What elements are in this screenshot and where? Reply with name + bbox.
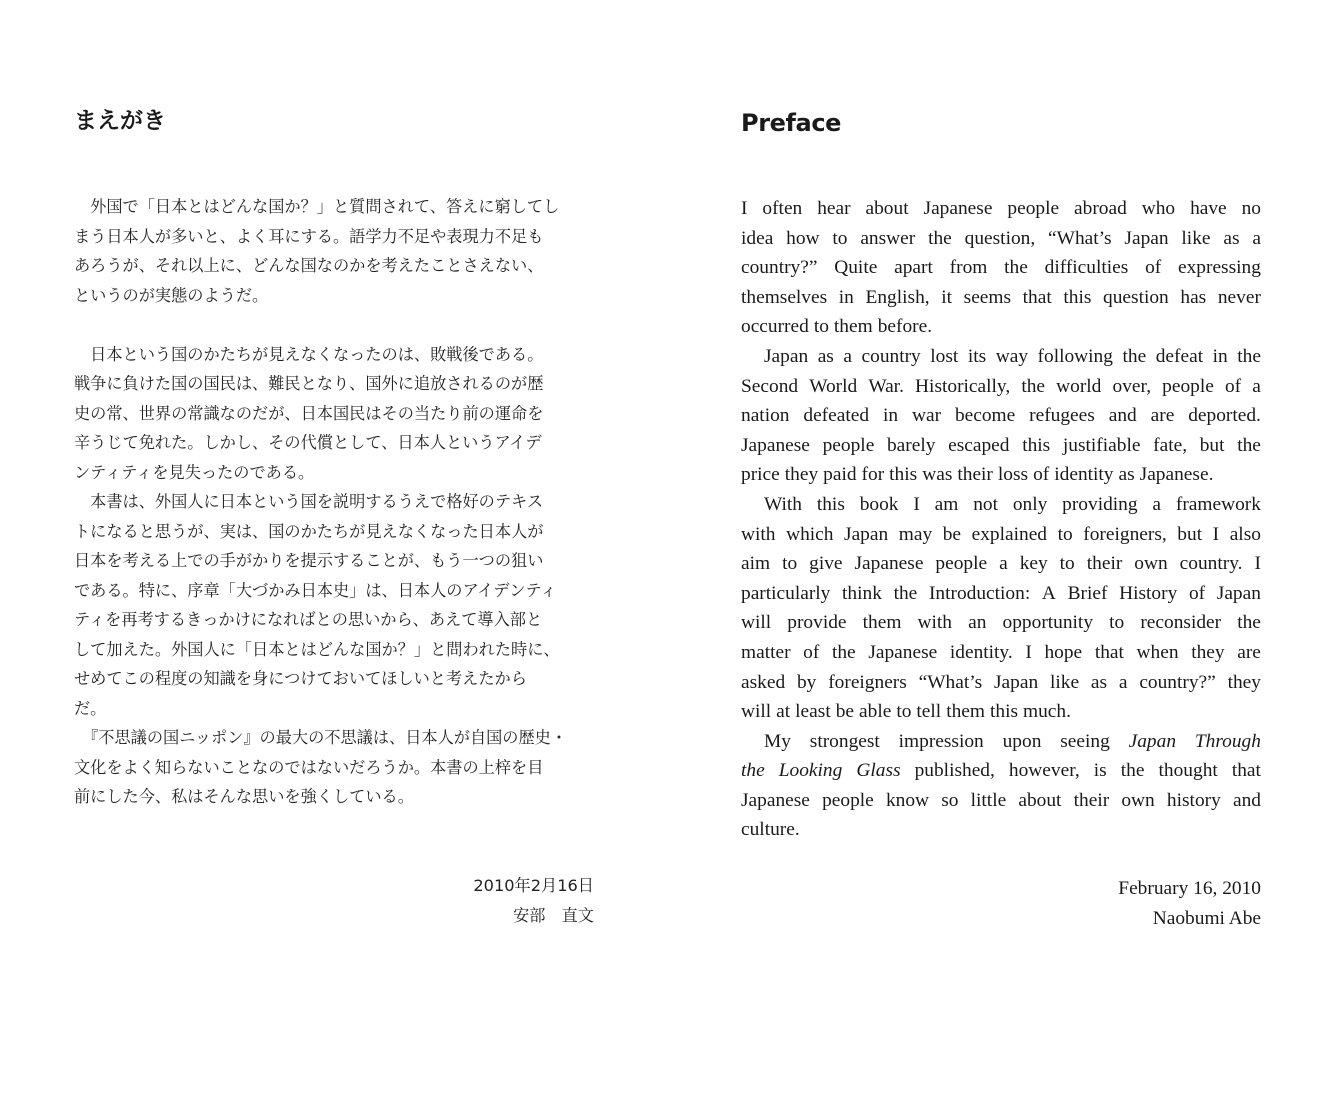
english-text-line [741,372,1261,402]
english-text-line [741,342,1261,372]
word: Japanese [741,434,810,456]
word: provide [787,612,847,634]
word: Japan [994,671,1039,693]
english-signature [1118,874,1261,933]
japanese-text-line: 前にした今、私はそんな思いを強くしている。 [74,787,414,806]
word: has [1180,286,1207,308]
word: to [782,553,798,575]
word: know [885,789,930,811]
word: I [741,198,748,219]
word: question, [964,227,1036,249]
english-text-line [741,283,1261,313]
word: will [741,612,772,634]
paragraph-gap [74,310,594,340]
word: an [968,612,987,634]
word: the [1004,257,1028,279]
word: asked [741,671,786,693]
japanese-text-line: 文化をよく知らないことなのではないだろうか。本書の上梓を目 [74,757,544,777]
word: them [833,316,873,338]
english-text-line [741,579,1261,609]
japanese-text-line: 日本を考える上での手がかりを提示することが、もう一つの狙い [74,551,544,570]
word: their [1073,789,1110,811]
word: impression [898,730,984,752]
word: Japanese. [1139,464,1214,486]
word: defeated [803,405,870,427]
word: apart [894,257,933,279]
english-preface-body [741,194,1261,845]
word: at [776,701,791,723]
word: who [1141,198,1176,219]
japanese-text-line: ティを再考するきっかけになればとの思いから、あえて導入部と [74,610,543,629]
word: “What’s [1048,227,1112,249]
word: them [946,701,985,723]
word: which [786,523,834,545]
word: but [1177,523,1203,545]
word: the [893,582,918,604]
word: as [1118,464,1135,486]
word: the [928,227,952,249]
japanese-text-line: というのが実態のようだ。 [74,285,269,305]
word: in [838,286,854,308]
word: Japan [1124,227,1169,249]
english-text-line [741,756,1261,786]
japanese-text-line: だ。 [74,698,107,718]
japanese-text-line: して加えた。外国人に「日本とはどんな国か？」と問われた時に、 [74,639,560,659]
word: own [1134,553,1168,575]
word: English, [865,286,930,308]
word: identity [1054,464,1114,486]
word: will [741,701,772,723]
word: think [842,582,882,604]
word: how [786,227,820,249]
word: often [762,198,803,219]
word: to [832,227,848,249]
word: about [1018,789,1062,811]
word: I [1025,641,1032,663]
word: refugees [1029,405,1095,427]
word: they [1191,641,1225,663]
english-text-line [741,224,1261,254]
word: them [862,612,902,634]
japanese-text-line: 外国で「日本とはどんな国か？」と質問されて、答えに窮してし [74,197,560,216]
word: fate, [1153,434,1188,456]
word: matter [741,641,791,663]
word: to [896,701,912,723]
word: a [1252,227,1261,249]
word: I [1212,523,1220,545]
word: Japanese [868,641,938,663]
word: about [865,198,909,219]
word: their [957,464,993,486]
word: are [1150,405,1175,427]
word: this [989,701,1019,723]
word: My [764,730,791,752]
word: as [1223,227,1240,249]
word: by [796,671,817,693]
japanese-signature [473,871,594,931]
word: Japanese [741,789,810,811]
word: this [1022,434,1051,456]
word: this [1063,286,1092,308]
word: in [882,405,899,427]
word: never [1217,286,1261,308]
word: I [913,493,920,515]
word: Japan [844,523,889,545]
word: of [1145,257,1162,279]
word: Historically, [915,375,1011,397]
word: Japan [1216,582,1261,604]
word: foreigners [828,671,907,693]
word: this [816,493,845,515]
english-text-line [741,815,1261,845]
word: be [942,523,962,545]
italic-word: Japan [1128,730,1177,752]
word: following [1037,345,1113,367]
word: their [1086,553,1123,575]
word: answer [860,227,916,249]
japanese-text-line: あろうが、それ以上に、どんな国なのかを考えたことさえない、 [74,256,544,275]
word: justifiable [1062,434,1141,456]
word: seems [963,286,1012,308]
word: War. [868,375,904,397]
word: defeat [1155,345,1204,367]
word: question [1103,286,1169,308]
japanese-text-line: 日本という国のかたちが見えなくなったのは、敗戦後である。 [74,344,544,364]
japanese-text-line: 戦争に負けた国の国民は、難民となり、国外に追放されるのが歴 [74,374,544,393]
english-text-line [741,253,1261,283]
word: the [1122,345,1147,367]
word: price [741,464,780,486]
english-text-line [741,668,1261,698]
word: least [795,701,831,723]
word: to [813,316,829,338]
english-text-line [741,697,1261,727]
japanese-text-line: である。特に、序章「大づかみ日本史」は、日本人のアイデンティ [74,580,557,600]
japanese-text-line: 辛うじて免れた。しかし、その代償として、日本人というアイデ [74,433,542,452]
word: but [1199,434,1225,456]
word: lost [930,345,959,367]
japanese-text-line: ンティティを見失ったのである。 [74,462,315,482]
word: aim [741,553,771,575]
word: themselves [741,286,828,308]
word: hope [1044,641,1083,663]
word: they [1227,671,1261,693]
word: Second [741,375,799,397]
english-text-line [741,490,1261,520]
word: to [1057,523,1073,545]
word: strongest [809,730,880,752]
word: history [1166,789,1221,811]
word: for [861,464,885,486]
word: abroad [1074,198,1127,219]
japanese-preface-title: まえがき [74,108,166,134]
word: hear [817,198,851,219]
word: over, [1112,375,1152,397]
word: country?” [1139,671,1216,693]
word: as [817,345,834,367]
word: the [1120,760,1145,782]
word: is [1093,760,1107,782]
word: a [843,345,852,367]
word: a [1152,493,1162,515]
word: tell [916,701,942,723]
english-preface-title: Preface [741,109,842,137]
word: Quite [834,257,878,279]
word: the [1237,612,1261,634]
word: not [973,493,998,515]
word: expressing [1178,257,1261,279]
word: deported. [1188,405,1261,427]
word: difficulties [1044,257,1129,279]
word: nation [741,405,790,427]
word: this [889,464,918,486]
word: when [1136,641,1179,663]
word: before. [877,316,933,338]
japanese-text-line: 史の常、世界の常識なのだが、日本国民はその当たり前の運命を [74,403,544,423]
word: History [1119,582,1178,604]
word: framework [1175,493,1261,515]
word: the [831,641,856,663]
word: be [835,701,855,723]
word: loss [997,464,1029,486]
word: am [934,493,959,515]
word: people [935,553,988,575]
word: particularly [741,582,831,604]
japanese-author: 安部 直文 [513,906,594,925]
word: of [1224,375,1242,397]
word: a [999,553,1008,575]
word: may [898,523,933,545]
word: world [1056,375,1102,397]
japanese-text-line: 本書は、外国人に日本という国を説明するうえで格好のテキス [74,492,544,511]
japanese-preface-body [74,192,594,812]
english-text-line [741,194,1261,224]
word: like [1181,227,1211,249]
word: become [954,405,1016,427]
word: able [859,701,892,723]
word: little [970,789,1007,811]
word: people [1162,375,1214,397]
english-author: Naobumi Abe [1152,907,1261,929]
word: with [917,612,952,634]
word: people [822,789,874,811]
word: seeing [1060,730,1110,752]
word: way [995,345,1029,367]
word: the [1237,345,1261,367]
word: of [1033,464,1050,486]
word: book [859,493,899,515]
word: have [1190,198,1227,219]
english-text-line [741,401,1261,431]
word: with [741,523,776,545]
word: and [1232,789,1261,811]
word: key [1019,553,1048,575]
word: country. [1179,553,1243,575]
word: country [861,345,921,367]
english-text-line [741,549,1261,579]
word: however, [1008,760,1080,782]
word: they [784,464,819,486]
word: A [1041,582,1056,604]
word: escaped [948,434,1010,456]
english-text-line [741,520,1261,550]
japanese-text-line: トになると思うが、実は、国のかたちが見えなくなった日本人が [74,521,544,541]
word: Japanese [854,553,924,575]
word: published, [914,760,995,782]
word: it [941,286,953,308]
word: much. [1023,701,1071,723]
word: a [1252,375,1261,397]
english-date: February 16, 2010 [1118,878,1261,899]
word: as [1090,671,1108,693]
word: that [1022,286,1052,308]
word: in [1212,345,1228,367]
japanese-text-line: せめてこの程度の知識を身につけておいてほしいと考えたから [74,669,527,688]
word: culture. [741,819,800,841]
word: the [1237,434,1261,456]
word: from [949,257,988,279]
word: Japan [764,345,809,367]
word: and [1108,405,1137,427]
word: give [809,553,843,575]
english-text-line [741,638,1261,668]
word: explained [971,523,1048,545]
word: Japanese [923,198,993,219]
word: own [1121,789,1155,811]
english-text-line [741,608,1261,638]
word: no [1241,198,1261,219]
word: of [1188,582,1206,604]
word: country?” [741,257,818,279]
word: so [941,789,959,811]
word: occurred [741,316,809,338]
word: reconsider [1140,612,1222,634]
japanese-text-line: 『不思議の国ニッポン』の最大の不思議は、日本人が自国の歴史・ [74,728,568,747]
word: providing [1062,493,1138,515]
word: paid [823,464,857,486]
word: are [1237,641,1261,663]
japanese-text-line: まう日本人が多いと、よく耳にする。語学力不足や表現力不足も [74,226,544,246]
italic-word: the [741,760,765,782]
italic-word: Through [1194,730,1261,752]
word: war [911,405,942,427]
italic-word: Glass [856,760,901,782]
word: idea [741,227,774,249]
word: a [1118,671,1128,693]
word: people [822,434,875,456]
word: its [967,345,987,367]
word: also [1229,523,1261,545]
word: was [922,464,953,486]
word: to [1109,612,1125,634]
word: people [1007,198,1060,219]
english-text-line [741,431,1261,461]
word: that [1231,760,1261,782]
word: only [1012,493,1048,515]
word: With [764,493,802,515]
word: opportunity [1002,612,1094,634]
word: to [1059,553,1075,575]
word: thought [1158,760,1218,782]
word: Introduction: [928,582,1031,604]
word: I [1254,553,1261,575]
word: Brief [1067,582,1108,604]
word: the [1021,375,1046,397]
word: “What’s [918,671,983,693]
word: foreigners, [1083,523,1167,545]
word: of [803,641,820,663]
word: identity. [949,641,1013,663]
english-text-line [741,727,1261,757]
word: that [1094,641,1124,663]
english-text-line [741,460,1261,490]
english-text-line [741,786,1261,816]
italic-word: Looking [778,760,843,782]
word: barely [886,434,936,456]
japanese-date: 2010年2月16日 [473,876,594,895]
english-text-line [741,312,1261,342]
word: World [809,375,858,397]
word: upon [1002,730,1042,752]
word: like [1049,671,1080,693]
